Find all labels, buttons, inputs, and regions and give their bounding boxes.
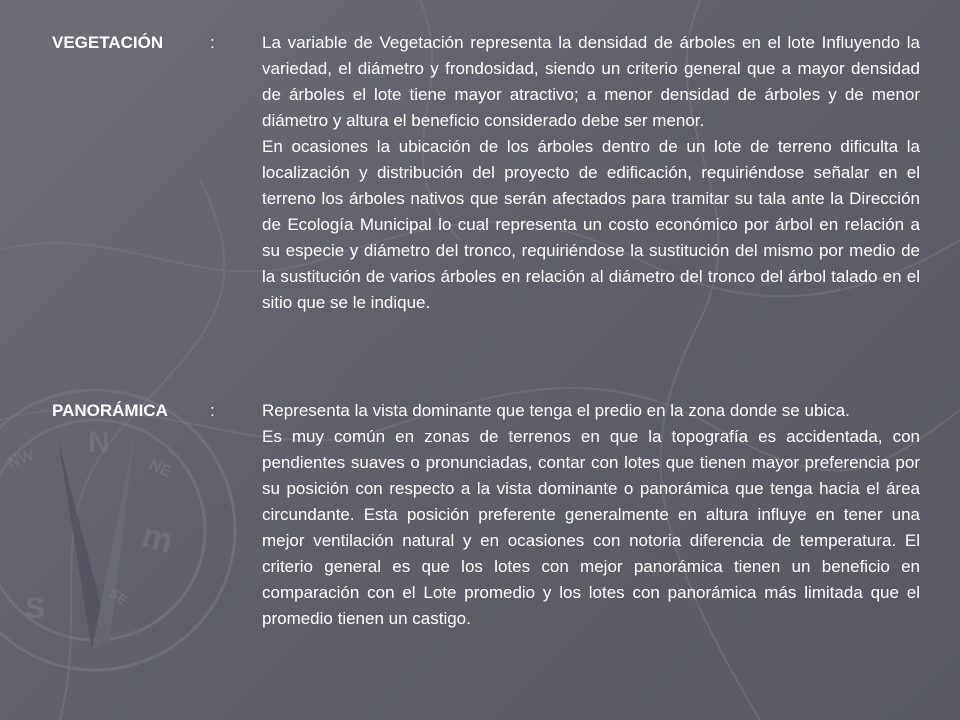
description-paragraph: Es muy común en zonas de terrenos en que la topografía es accidentada, con pendientes suaves o pronunciadas, contar con lotes que tienen mayor preferencia por su posición con respecto a la vista dominante o panorámica que tenga hacia el área circundante. Esta posición preferente generalmente en altura influye en tener una mejor ventilación natural y en ocasiones con notoria diferencia de temperatura. El criterio general es que los lotes con mejor panorámica tienen un beneficio en comparación con el Lote promedio y los lotes con panorámica más limitada que el promedio tienen un castigo. (262, 427, 920, 628)
compass-letter: NE (146, 456, 174, 482)
compass-letter: NW (5, 446, 37, 472)
term-label: PANORÁMICA (52, 401, 168, 420)
compass-letter: m (137, 516, 177, 561)
description-paragraph: En ocasiones la ubicación de los árboles dentro de un lote de terreno dificulta la localización y distribución del proyecto de edificación, requiriéndose señalar en el terreno los árboles nativos que serán afectados para tramitar su tala ante la Dirección de Ecología Municipal lo cual representa un costo económico por árbol en relación a su especie y diámetro del tronco, requiriéndose la sustitución del mismo por medio de la sustitución de varios árboles en relación al diámetro del tronco del árbol talado en el sitio que se le indique. (262, 137, 920, 312)
compass-letter: S (25, 592, 46, 625)
term-description (262, 30, 920, 316)
description-paragraph: La variable de Vegetación representa la densidad de árboles en el lote Influyendo la variedad, el diámetro y frondosidad, siendo un criterio general que a mayor densidad de árboles el lote tiene mayor atractivo; a menor densidad de árboles y de menor diámetro y altura el beneficio considerado debe ser menor. (262, 33, 920, 130)
term-separator: : (210, 33, 215, 52)
compass-letter: N (88, 426, 110, 459)
term-separator: : (210, 401, 215, 420)
compass-letter: SE (106, 584, 131, 609)
description-paragraph: Representa la vista dominante que tenga el predio en la zona donde se ubica. (262, 401, 850, 420)
term-label: VEGETACIÓN (52, 33, 164, 52)
term-description (262, 398, 920, 632)
